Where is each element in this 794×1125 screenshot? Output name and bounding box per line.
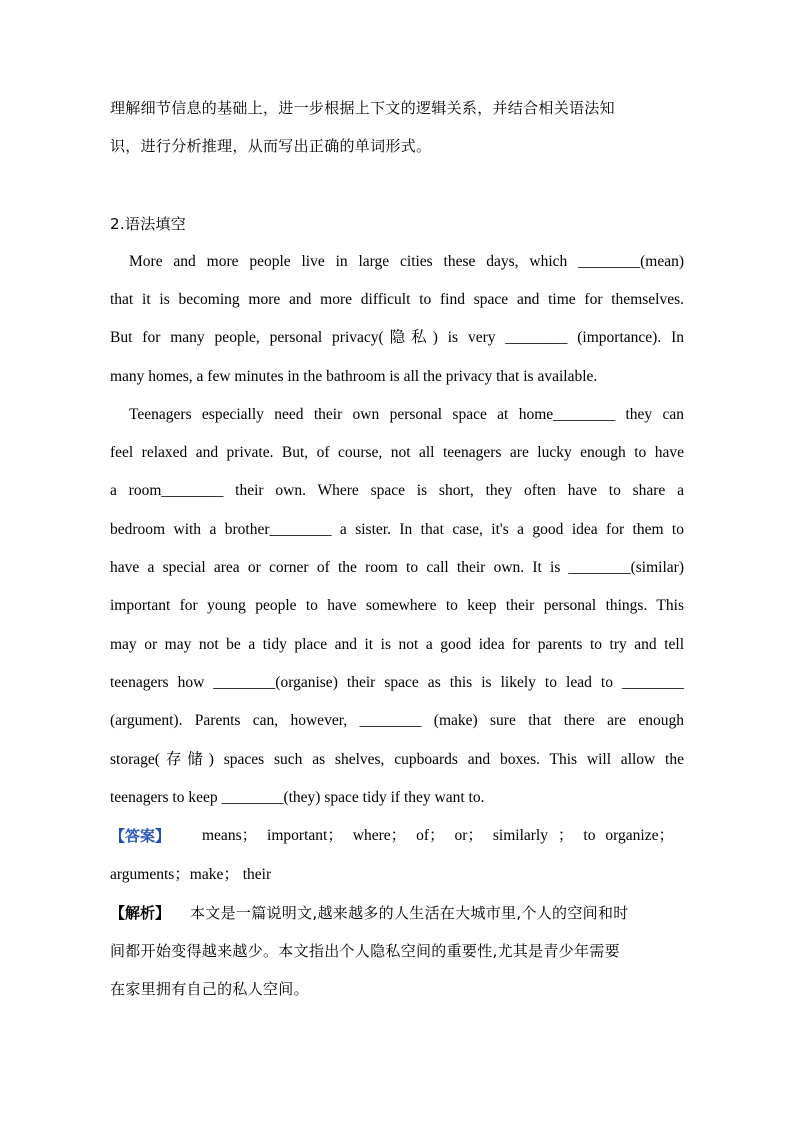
passage-line-13: (argument). Parents can, however, ________ (make) sure that there are enough [110, 712, 684, 729]
passage-line-14: storage(存储) spaces such as shelves, cupboards and boxes. This will allow the [110, 751, 684, 768]
analysis-label-text: 【解析】 [110, 904, 171, 922]
answer-label [110, 825, 190, 848]
analysis-line-2: 间都开始变得越来越少。本文指出个人隐私空间的重要性,尤其是青少年需要 [110, 942, 620, 960]
passage-line-15: teenagers to keep ________(they) space tidy if they want to. [110, 789, 485, 806]
passage-line-5: Teenagers especially need their own personal space at home________ they can [129, 406, 684, 423]
passage-line-6: feel relaxed and private. But, of course, not all teenagers are lucky enough to have [110, 444, 684, 461]
section-heading: 2.语法填空 [110, 215, 187, 233]
passage-line-10: important for young people to have somewhere to keep their personal things. This [110, 597, 684, 614]
passage-line-1: More and more people live in large cities these days, which ________(mean) [129, 253, 684, 270]
passage-line-12: teenagers how ________(organise) their space as this is likely to lead to ________ [110, 674, 684, 691]
answer-line-2: arguments；make； their [110, 866, 272, 883]
passage-line-4: many homes, a few minutes in the bathroom is all the privacy that is available. [110, 368, 598, 385]
analysis-label [110, 902, 190, 925]
passage-line-7: a room________ their own. Where space is short, they often have to share a [110, 482, 684, 499]
answer-label-text: 【答案】 [110, 827, 171, 845]
intro-line-2: 识，进行分析推理，从而写出正确的单词形式。 [110, 137, 432, 155]
passage-line-9: have a special area or corner of the room to call their own. It is ________(similar) [110, 559, 684, 576]
answer-line-1: means； important； where； of； or； similarly ； to organize； [202, 827, 674, 844]
passage-line-2: that it is becoming more and more difficult to find space and time for themselves. [110, 291, 684, 308]
passage-line-3: But for many people, personal privacy(隐私) is very ________ (importance). In [110, 329, 684, 346]
analysis-line-1: 本文是一篇说明文,越来越多的人生活在大城市里,个人的空间和时 [190, 904, 629, 922]
passage-line-11: may or may not be a tidy place and it is not a good idea for parents to try and tell [110, 636, 684, 653]
passage-line-8: bedroom with a brother________ a sister. In that case, it's a good idea for them to [110, 521, 684, 538]
analysis-line-3: 在家里拥有自己的私人空间。 [110, 980, 309, 998]
intro-line-1: 理解细节信息的基础上，进一步根据上下文的逻辑关系，并结合相关语法知 [110, 99, 615, 117]
